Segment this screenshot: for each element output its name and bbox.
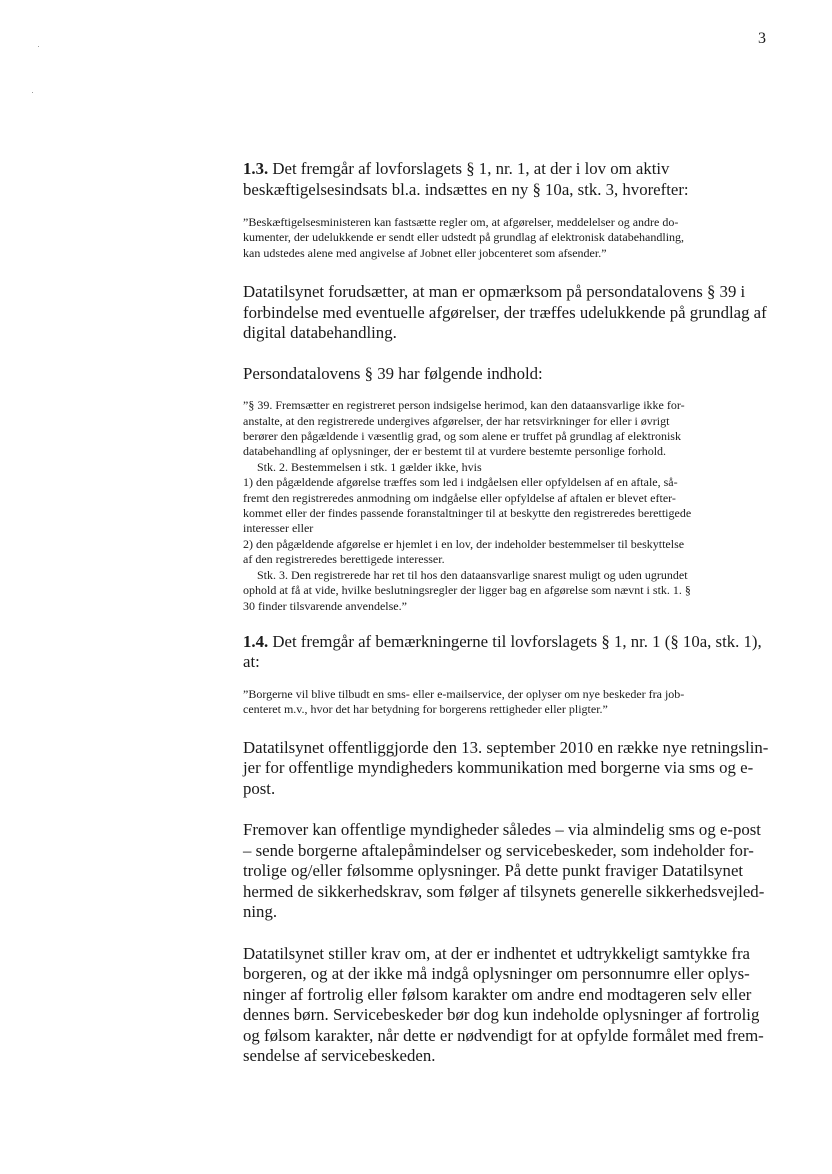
section-1-3 (243, 159, 773, 200)
quote-line: berører den pågældende i væsentlig grad, og som alene er truffet på grundlag af elektronisk (243, 429, 681, 444)
text-line: Fremover kan offentlige myndigheder således – via almindelig sms og e-post (243, 820, 761, 840)
quote-line: 2) den pågældende afgørelse er hjemlet i en lov, der indeholder bestemmelser til beskyttelse (243, 536, 685, 551)
future-paragraph (243, 820, 773, 923)
quote-10a (243, 215, 773, 261)
text-line: Datatilsynet forudsætter, at man er opmærksom på persondatalovens § 39 i (243, 282, 746, 302)
section-heading: 1.4. (243, 631, 269, 651)
quote-line: databehandling af oplysninger, der er bestemt til at vurdere bestemte personlige forhold. (243, 444, 667, 459)
section-39-intro (243, 364, 773, 385)
text-line: hermed de sikkerhedskrav, som følger af tilsynets generelle sikkerhedsvejled- (243, 881, 765, 901)
text-line: forbindelse med eventuelle afgørelser, der træffes udelukkende på grundlag af (243, 302, 767, 322)
quote-sms-service (243, 687, 773, 718)
page-number: 3 (758, 30, 766, 47)
requirements-paragraph (243, 944, 773, 1067)
scan-speck (38, 46, 39, 47)
quote-line: kumenter, der udelukkende er sendt eller udstedt på grundlag af elektronisk databehandling, (243, 230, 685, 245)
text-line: trolige og/eller følsomme oplysninger. På dette punkt fraviger Datatilsynet (243, 861, 744, 881)
quote-line: 1) den pågældende afgørelse træffes som led i indgåelsen eller opfyldelsen af en aftale, så- (243, 475, 678, 490)
quote-line: interesser eller (243, 521, 314, 536)
text-line: beskæftigelsesindsats bl.a. indsættes en ny § 10a, stk. 3, hvorefter: (243, 179, 689, 199)
quote-line: centeret m.v., hvor det har betydning for borgerens rettigheder eller pligter.” (243, 702, 608, 717)
quote-line: kan udstedes alene med angivelse af Jobnet eller jobcenteret som afsender.” (243, 245, 607, 260)
quote-line: anstalte, at den registrerede undergives afgørelser, der har retsvirkninger for eller i øvrigt (243, 413, 670, 428)
text-line: jer for offentlige myndigheders kommunikation med borgerne via sms og e- (243, 758, 754, 778)
assumption-paragraph (243, 282, 773, 344)
published-paragraph (243, 738, 773, 800)
text-line: Persondatalovens § 39 har følgende indhold: (243, 363, 543, 383)
quote-line: ”§ 39. Fremsætter en registreret person indsigelse herimod, kan den dataansvarlige ikke for- (243, 398, 685, 413)
quote-line: ”Borgerne vil blive tilbudt en sms- eller e-mailservice, der oplyser om nye beskeder fra job- (243, 686, 685, 701)
text-line: sendelse af servicebeskeden. (243, 1046, 436, 1066)
text-line: og følsom karakter, når dette er nødvendigt for at opfylde formålet med frem- (243, 1025, 764, 1045)
text-line: Det fremgår af lovforslagets § 1, nr. 1, at der i lov om aktiv (272, 159, 670, 178)
text-line: digital databehandling. (243, 323, 397, 343)
quote-line: ”Beskæftigelsesministeren kan fastsætte regler om, at afgørelser, meddelelser og andre do- (243, 215, 679, 229)
text-line: Datatilsynet offentliggjorde den 13. september 2010 en række nye retningslin- (243, 737, 769, 757)
text-line: ninger af fortrolig eller følsom karakter om andre end modtageren selv eller (243, 984, 752, 1004)
quote-line: Stk. 3. Den registrerede har ret til hos den dataansvarlige snarest muligt og uden ugrundet (257, 567, 688, 582)
text-line: Datatilsynet stiller krav om, at der er indhentet et udtrykkeligt samtykke fra (243, 943, 751, 963)
quote-section-39 (243, 398, 773, 614)
scan-speck (32, 92, 33, 93)
quote-line: 30 finder tilsvarende anvendelse.” (243, 598, 407, 613)
text-line: – sende borgerne aftalepåmindelser og servicebeskeder, som indeholder for- (243, 840, 754, 860)
text-line: borgeren, og at der ikke må indgå oplysninger om personnumre eller oplys- (243, 964, 750, 984)
text-line: ning. (243, 902, 278, 922)
quote-line: kommet eller der findes passende foranstaltninger til at beskytte den registreredes berettigede (243, 506, 692, 521)
section-1-4 (243, 632, 773, 673)
quote-line: af den registreredes berettigede interesser. (243, 552, 445, 567)
text-line: Det fremgår af bemærkningerne til lovforslagets § 1, nr. 1 (§ 10a, stk. 1), (272, 631, 762, 651)
text-line: dennes børn. Servicebeskeder bør dog kun indeholde oplysninger af fortrolig (243, 1005, 760, 1025)
quote-line: fremt den registreredes anmodning om indgåelse eller opfyldelse af aftalen er blevet efter- (243, 490, 676, 505)
quote-line: ophold at få at vide, hvilke beslutningsregler der ligger bag en afgørelse som nævnt i stk. 1. § (243, 583, 691, 598)
text-line: at: (243, 652, 260, 672)
document-body (243, 159, 773, 1067)
quote-line: Stk. 2. Bestemmelsen i stk. 1 gælder ikke, hvis (257, 459, 482, 474)
section-heading: 1.3. (243, 159, 269, 178)
text-line: post. (243, 778, 276, 798)
